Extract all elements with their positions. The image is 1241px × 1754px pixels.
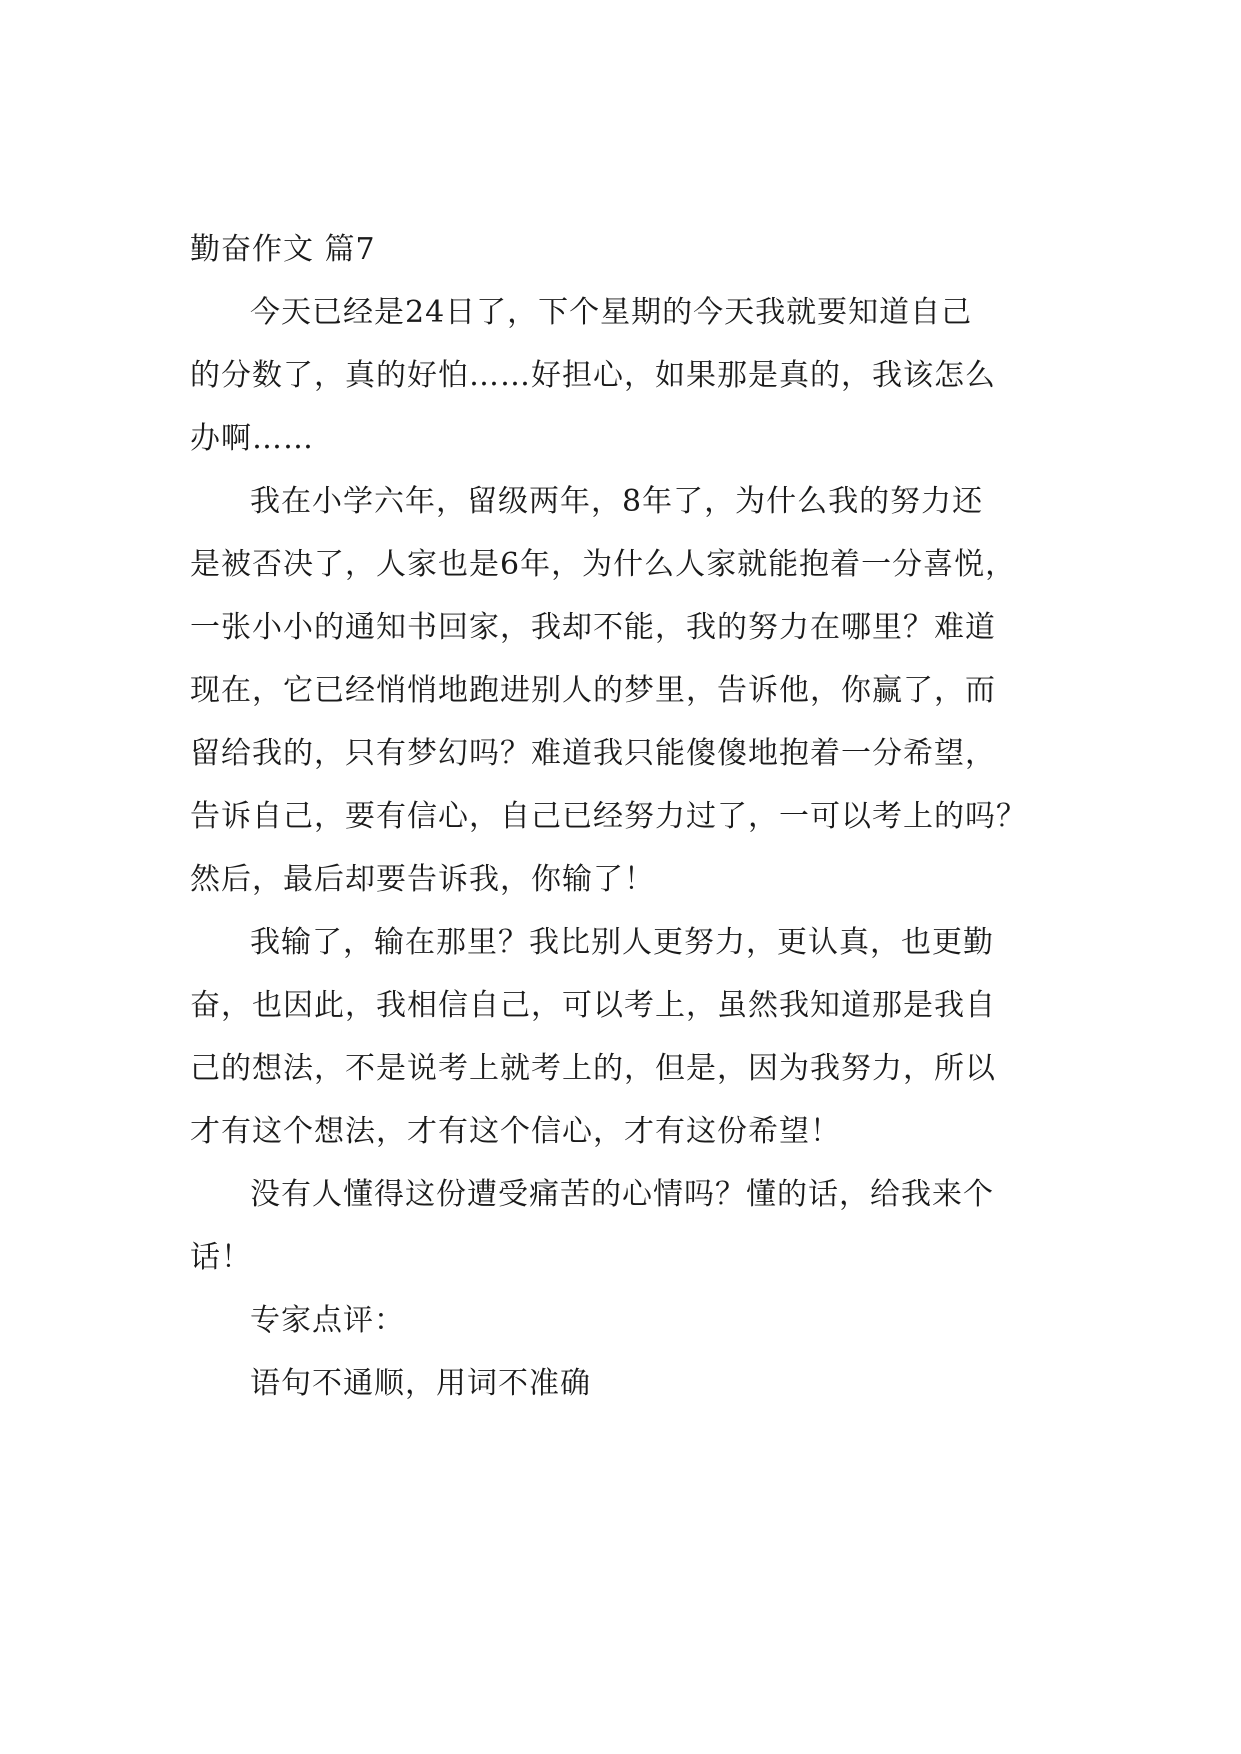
paragraph-line: 没有人懂得这份遭受痛苦的心情吗？懂的话，给我来个 [250,1177,994,1212]
page-title: 勤奋作文 篇7 [190,232,376,267]
paragraph-4 [190,1163,1060,1289]
paragraph-2 [190,470,1060,911]
paragraph-line: 今天已经是24日了，下个星期的今天我就要知道自己 [250,295,973,330]
document-body [190,218,1060,1415]
paragraph-line: 我输了，输在那里？我比别人更努力，更认真，也更勤 [250,925,994,960]
paragraph-line: 才有这个想法，才有这个信心，才有这份希望！ [190,1114,841,1149]
paragraph-line: 我在小学六年，留级两年，8年了，为什么我的努力还 [250,484,984,519]
paragraph-3 [190,911,1060,1163]
paragraph-line: 现在，它已经悄悄地跑进别人的梦里，告诉他，你赢了，而 [190,673,996,708]
paragraph-line: 留给我的，只有梦幻吗？难道我只能傻傻地抱着一分希望， [190,736,996,771]
paragraph-line: 是被否决了，人家也是6年，为什么人家就能抱着一分喜悦， [190,547,1017,582]
paragraph-line: 告诉自己，要有信心，自己已经努力过了，一可以考上的吗？ [190,799,1027,834]
paragraph-line: 话！ [190,1240,252,1275]
paragraph-line: 然后，最后却要告诉我，你输了！ [190,862,655,897]
paragraph-1 [190,281,1060,470]
review-label: 专家点评： [250,1303,405,1338]
paragraph-line: 己的想法，不是说考上就考上的，但是，因为我努力，所以 [190,1051,996,1086]
paragraph-line: 的分数了，真的好怕……好担心，如果那是真的，我该怎么 [190,358,996,393]
review-text: 语句不通顺，用词不准确 [250,1366,591,1401]
paragraph-line: 办啊…… [190,421,314,456]
paragraph-line: 一张小小的通知书回家，我却不能，我的努力在哪里？难道 [190,610,996,645]
paragraph-line: 奋，也因此，我相信自己，可以考上，虽然我知道那是我自 [190,988,996,1023]
